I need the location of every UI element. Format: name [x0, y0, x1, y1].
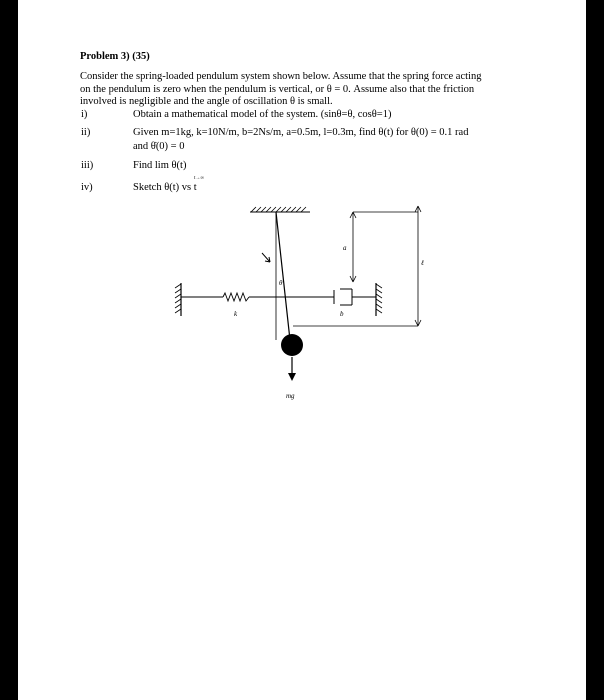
item-text: and θ̇(0) = 0: [133, 141, 185, 152]
mg-label: mg: [286, 392, 295, 400]
k-label: k: [234, 310, 238, 318]
a-label: a: [343, 244, 347, 252]
left-wall-hatch: [175, 284, 181, 313]
statement-line: on the pendulum is zero when the pendulum is vertical, or θ = 0. Assume also that the friction: [80, 83, 475, 95]
right-wall-hatch: [376, 284, 382, 313]
document-page: [18, 0, 586, 700]
item-text: Sketch θ(t) vs t: [133, 182, 197, 193]
item-text: Find lim θ(t): [133, 160, 187, 171]
gravity-arrowhead: [288, 373, 296, 381]
ceiling-hatch: [251, 207, 306, 212]
item-text: Given m=1kg, k=10N/m, b=2Ns/m, a=0.5m, l=0.3m, find θ(t) for θ(0) = 0.1 rad: [133, 127, 469, 138]
l-label: ℓ: [421, 259, 424, 267]
item-number: i): [81, 109, 88, 120]
pendulum-diagram: [18, 0, 586, 700]
problem-title: Problem 3) (35): [80, 51, 150, 62]
statement-line: Consider the spring-loaded pendulum system shown below. Assume that the spring force acting: [80, 71, 482, 82]
item-number: ii): [81, 127, 91, 138]
damper-cylinder: [340, 289, 352, 305]
theta-label: θ: [279, 279, 283, 287]
item-text: Obtain a mathematical model of the system. (sinθ=θ, cosθ=1): [133, 109, 392, 120]
limit-subscript: t→∞: [194, 176, 204, 181]
item-number: iv): [81, 182, 93, 193]
pendulum-mass: [281, 334, 303, 356]
statement-line: involved is negligible and the angle of oscillation θ is small.: [80, 96, 333, 107]
item-number: iii): [81, 160, 94, 171]
pendulum-rod: [276, 212, 290, 340]
spring-coil: [223, 293, 249, 301]
b-label: b: [340, 310, 344, 318]
